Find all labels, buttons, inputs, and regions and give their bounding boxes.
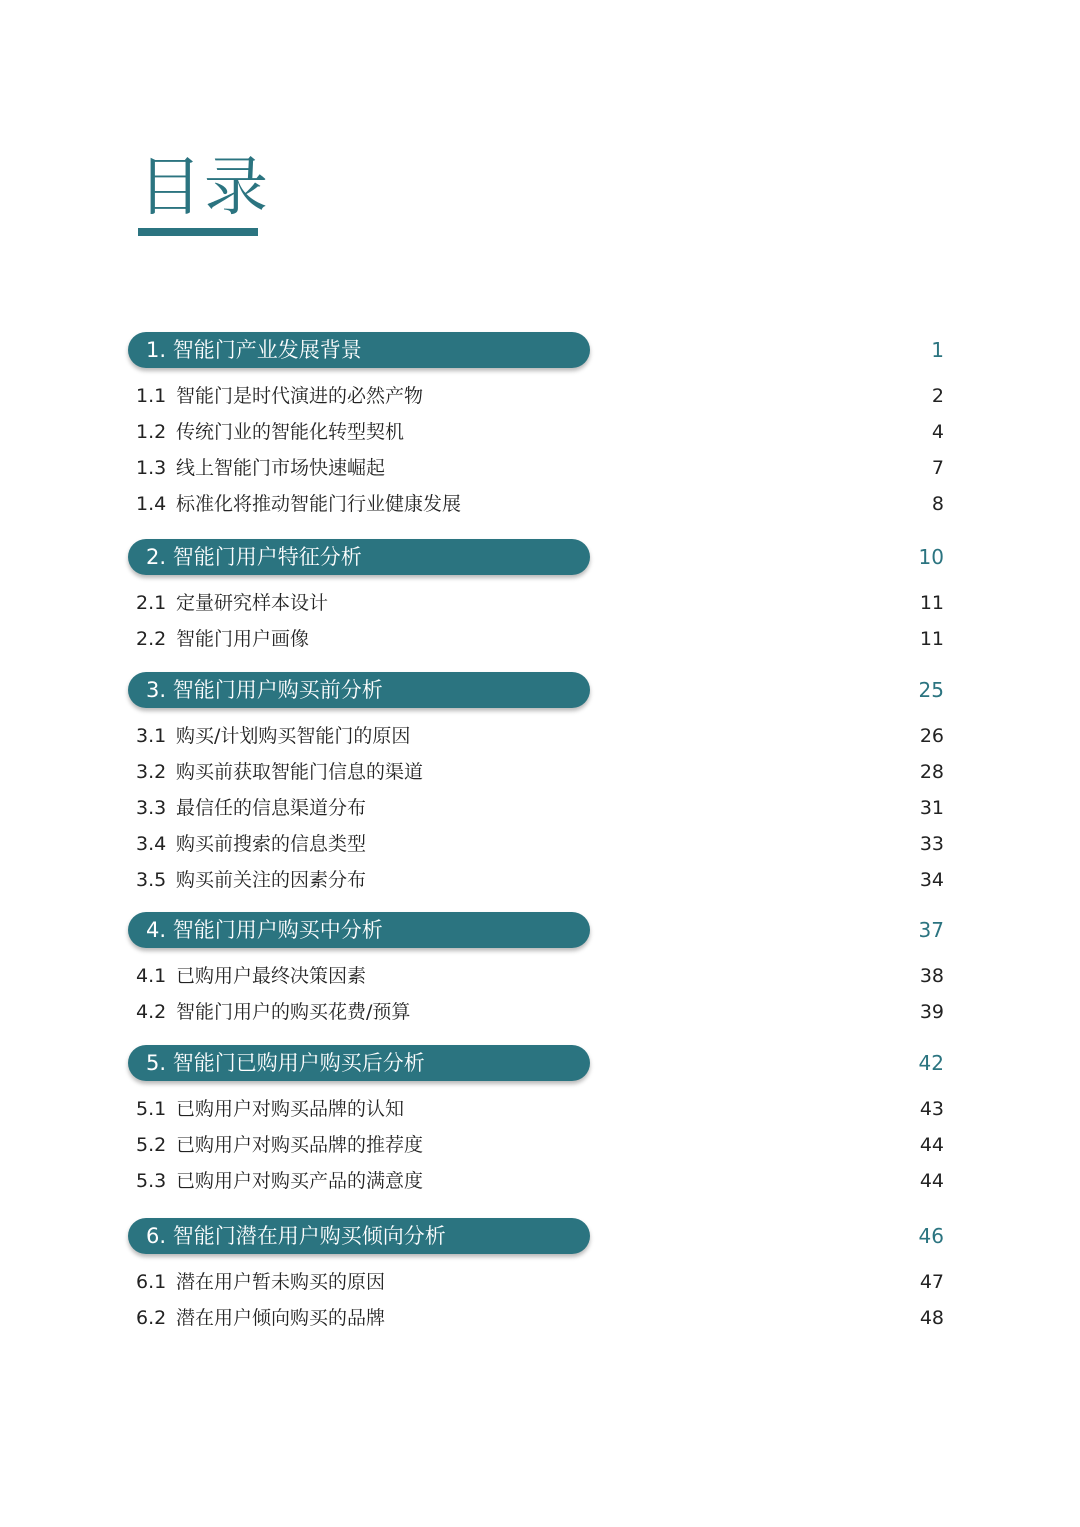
toc-entry-page-number: 31 <box>919 797 944 819</box>
section-heading-label: 6. 智能门潜在用户购买倾向分析 <box>146 1224 446 1248</box>
toc-entry[interactable] <box>136 994 956 1030</box>
section-heading[interactable] <box>128 1045 590 1081</box>
toc-entry-label: 潜在用户暂未购买的原因 <box>176 1271 386 1293</box>
toc-entry-number: 3.4 <box>136 833 167 855</box>
toc-entry-number: 5.3 <box>136 1170 167 1192</box>
toc-entry-label: 已购用户最终决策因素 <box>176 965 367 987</box>
toc-entry-label: 购买/计划购买智能门的原因 <box>176 725 411 747</box>
toc-entry-label: 标准化将推动智能门行业健康发展 <box>176 493 462 515</box>
toc-entry-page-number: 7 <box>931 457 944 479</box>
toc-entry-label: 购买前获取智能门信息的渠道 <box>176 761 424 783</box>
toc-entry-page-number: 39 <box>919 1001 944 1023</box>
toc-entry[interactable] <box>136 378 956 414</box>
toc-entry-page-number: 34 <box>919 869 944 891</box>
section-page-number: 10 <box>918 545 944 569</box>
toc-entry-number: 1.1 <box>136 385 167 407</box>
toc-entry-number: 6.2 <box>136 1307 167 1329</box>
toc-entry-number: 1.3 <box>136 457 167 479</box>
toc-entry-page-number: 33 <box>919 833 944 855</box>
toc-entry[interactable] <box>136 790 956 826</box>
toc-entry[interactable] <box>136 414 956 450</box>
toc-entry-page-number: 44 <box>919 1134 944 1156</box>
toc-entry-page-number: 28 <box>919 761 944 783</box>
toc-entry-label: 潜在用户倾向购买的品牌 <box>176 1307 386 1329</box>
section-heading-label: 3. 智能门用户购买前分析 <box>146 678 383 702</box>
toc-entry-page-number: 11 <box>919 592 944 614</box>
section-page-number: 42 <box>918 1051 944 1075</box>
toc-entry-page-number: 48 <box>919 1307 944 1329</box>
section-heading-label: 2. 智能门用户特征分析 <box>146 545 362 569</box>
toc-entry[interactable] <box>136 1163 956 1199</box>
toc-entry-number: 4.2 <box>136 1001 167 1023</box>
toc-entry-label: 线上智能门市场快速崛起 <box>176 457 386 479</box>
toc-entry-page-number: 26 <box>919 725 944 747</box>
toc-entry-number: 1.4 <box>136 493 167 515</box>
toc-entry-label: 已购用户对购买品牌的推荐度 <box>176 1134 424 1156</box>
section-heading-label: 5. 智能门已购用户购买后分析 <box>146 1051 425 1075</box>
toc-entry-label: 传统门业的智能化转型契机 <box>176 421 405 443</box>
toc-entry[interactable] <box>136 1127 956 1163</box>
section-page-number: 1 <box>931 338 944 362</box>
toc-entry-number: 3.3 <box>136 797 167 819</box>
toc-entry-number: 2.1 <box>136 592 167 614</box>
toc-entry-label: 购买前搜索的信息类型 <box>176 833 367 855</box>
toc-entry-number: 3.5 <box>136 869 167 891</box>
section-heading[interactable] <box>128 672 590 708</box>
toc-entry[interactable] <box>136 486 956 522</box>
toc-entry-number: 3.1 <box>136 725 167 747</box>
toc-entry-page-number: 11 <box>919 628 944 650</box>
toc-entry-label: 已购用户对购买品牌的认知 <box>176 1098 405 1120</box>
toc-entry[interactable] <box>136 1300 956 1336</box>
toc-entry-number: 4.1 <box>136 965 167 987</box>
toc-entry-number: 5.2 <box>136 1134 167 1156</box>
toc-entry-label: 智能门是时代演进的必然产物 <box>176 385 424 407</box>
section-heading-label: 4. 智能门用户购买中分析 <box>146 918 383 942</box>
toc-entry-page-number: 43 <box>919 1098 944 1120</box>
toc-entry-label: 定量研究样本设计 <box>176 592 329 614</box>
toc-entry-page-number: 2 <box>931 385 944 407</box>
toc-entry-page-number: 44 <box>919 1170 944 1192</box>
section-page-number: 46 <box>918 1224 944 1248</box>
section-page-number: 25 <box>918 678 944 702</box>
toc-entry[interactable] <box>136 450 956 486</box>
toc-entry-label: 最信任的信息渠道分布 <box>176 797 367 819</box>
section-heading-label: 1. 智能门产业发展背景 <box>146 338 362 362</box>
toc-entry-label: 智能门用户画像 <box>176 628 310 650</box>
toc-entry-page-number: 38 <box>919 965 944 987</box>
toc-entry-page-number: 47 <box>919 1271 944 1293</box>
toc-entry-number: 1.2 <box>136 421 167 443</box>
toc-entry[interactable] <box>136 585 956 621</box>
toc-entry[interactable] <box>136 718 956 754</box>
toc-entry[interactable] <box>136 826 956 862</box>
toc-entry[interactable] <box>136 621 956 657</box>
section-heading[interactable] <box>128 1218 590 1254</box>
toc-entry[interactable] <box>136 754 956 790</box>
toc-entry-number: 2.2 <box>136 628 167 650</box>
section-page-number: 37 <box>918 918 944 942</box>
toc-entry[interactable] <box>136 1264 956 1300</box>
toc-entry-label: 已购用户对购买产品的满意度 <box>176 1170 424 1192</box>
toc-entry-page-number: 8 <box>931 493 944 515</box>
toc-entry[interactable] <box>136 862 956 898</box>
toc-entry-number: 6.1 <box>136 1271 167 1293</box>
section-heading[interactable] <box>128 539 590 575</box>
page-title: 目录 <box>138 151 270 225</box>
toc-entry-label: 购买前关注的因素分布 <box>176 869 367 891</box>
toc-entry[interactable] <box>136 958 956 994</box>
section-heading[interactable] <box>128 332 590 368</box>
toc-entry-page-number: 4 <box>931 421 944 443</box>
section-heading[interactable] <box>128 912 590 948</box>
toc-entry-label: 智能门用户的购买花费/预算 <box>176 1001 411 1023</box>
toc-entry-number: 3.2 <box>136 761 167 783</box>
toc-entry-number: 5.1 <box>136 1098 167 1120</box>
toc-entry[interactable] <box>136 1091 956 1127</box>
